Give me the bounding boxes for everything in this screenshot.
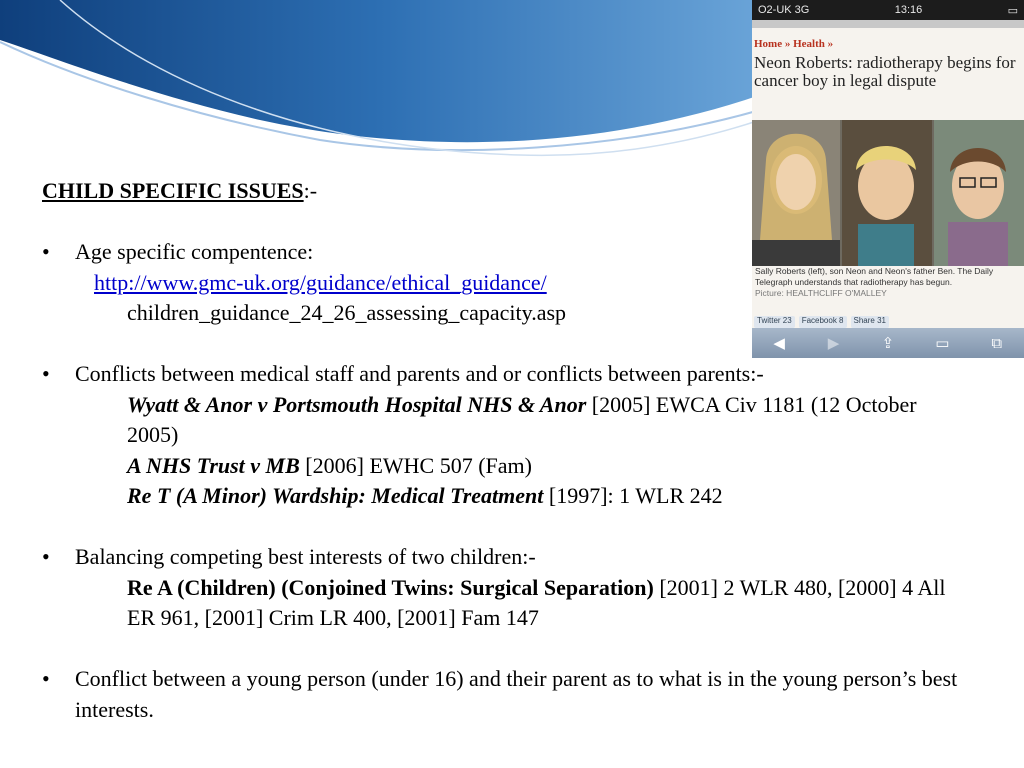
link-continuation: children_guidance_24_26_assessing_capacity.asp	[127, 300, 567, 325]
case-citation	[75, 573, 962, 634]
bullet-text: Balancing competing best interests of two children:-	[75, 544, 536, 569]
bullet-marker: •	[42, 361, 50, 386]
twitter-share-button[interactable]: Twitter 23	[754, 316, 795, 328]
article-photo	[752, 120, 1024, 266]
heading-title: CHILD SPECIFIC ISSUES	[42, 178, 304, 203]
bullet-item-3	[42, 542, 962, 634]
tabs-icon[interactable]: ⧉	[991, 334, 1003, 352]
bookmarks-icon[interactable]: ▭	[935, 335, 950, 352]
caption-text: Sally Roberts (left), son Neon and Neon's father Ben. The Daily Telegraph understands that radiotherapy has begun.	[755, 266, 994, 287]
bullet-item-2	[42, 359, 962, 512]
case-cite: [2001] 2 WLR 480, [2000] 4 All ER 961, [2001] Crim LR 400, [2001] Fam 147	[127, 574, 946, 630]
browser-toolbar	[752, 328, 1024, 358]
case-cite: [2005] EWCA Civ 1181 (12 October 2005)	[127, 391, 917, 447]
facebook-share-button[interactable]: Facebook 8	[799, 316, 847, 328]
share-button[interactable]: Share 31	[851, 316, 889, 328]
bullet-text: Conflict between a young person (under 16) and their parent as to what is in the young person’s best interests.	[75, 666, 958, 722]
case-citation	[75, 390, 962, 451]
picture-credit: Picture: HEALTHCLIFF O'MALLEY	[755, 288, 887, 298]
battery-icon: ▭	[1007, 4, 1018, 17]
article-breadcrumb: Home » Health »	[754, 38, 834, 50]
share-bar	[752, 316, 1024, 328]
photo-caption	[755, 266, 1021, 299]
forward-icon[interactable]: ▶	[827, 335, 840, 352]
heading-suffix: :-	[303, 178, 318, 203]
case-name: A NHS Trust v MB	[127, 452, 300, 478]
phone-status-bar	[752, 0, 1024, 20]
gmc-guidance-link[interactable]: http://www.gmc-uk.org/guidance/ethical_guidance/	[94, 269, 547, 295]
address-bar	[752, 20, 1024, 28]
bullet-marker: •	[42, 666, 50, 691]
bullet-marker: •	[42, 544, 50, 569]
back-icon[interactable]: ◀	[773, 335, 785, 352]
carrier-label: O2-UK 3G	[758, 4, 810, 16]
bullet-text: Conflicts between medical staff and parents and or conflicts between parents:-	[75, 361, 764, 386]
article-headline: Neon Roberts: radiotherapy begins for cancer boy in legal dispute	[754, 53, 1016, 90]
bullet-text: Age specific compentence:	[75, 239, 314, 264]
case-citation	[75, 481, 962, 512]
case-citation	[75, 451, 962, 482]
share-icon[interactable]: ⇪	[881, 335, 895, 352]
bullet-marker: •	[42, 239, 50, 264]
case-name: Re T (A Minor) Wardship: Medical Treatment	[127, 483, 544, 508]
case-cite: [2006] EWHC 507 (Fam)	[299, 452, 532, 478]
clock: 13:16	[894, 4, 923, 16]
case-cite: [1997]: 1 WLR 242	[543, 483, 723, 508]
bullet-item-4	[42, 664, 962, 725]
case-name: Re A (Children) (Conjoined Twins: Surgical Separation)	[127, 574, 654, 600]
case-name: Wyatt & Anor v Portsmouth Hospital NHS & Anor	[127, 391, 587, 417]
news-screenshot	[752, 0, 1024, 358]
